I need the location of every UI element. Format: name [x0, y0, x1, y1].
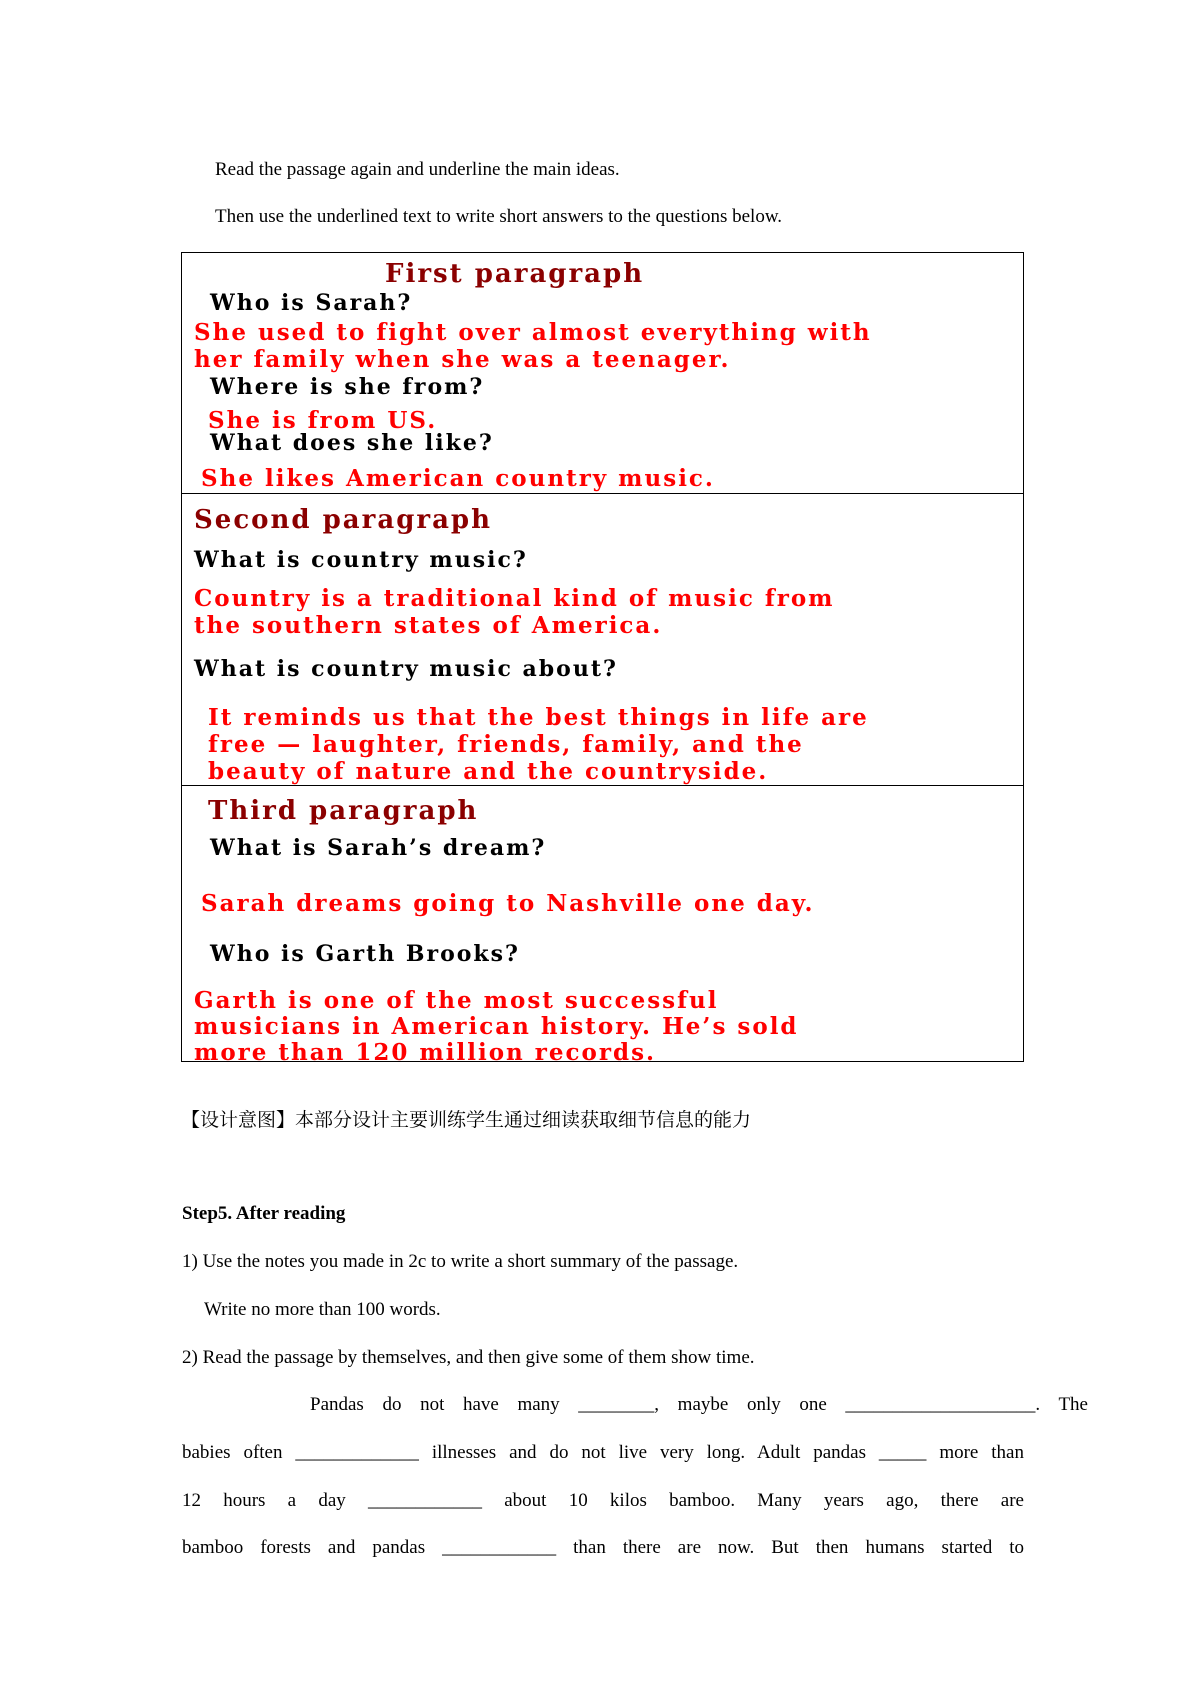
third-paragraph-heading: Third paragraph [208, 796, 479, 826]
second-paragraph-heading: Second paragraph [194, 505, 493, 535]
design-intent-note: 【设计意图】本部分设计主要训练学生通过细读获取细节信息的能力 [181, 1109, 752, 1131]
answer-country-music-about-line-3: beauty of nature and the countryside. [208, 758, 769, 785]
first-paragraph-heading: First paragraph [385, 259, 645, 289]
passage-line-2: babies often _____________ illnesses and do not live very long. Adult pandas _____ more than [182, 1442, 1024, 1463]
answer-country-music-line-2: the southern states of America. [194, 612, 663, 639]
question-who-is-sarah: Who is Sarah? [210, 290, 413, 316]
answer-what-does-she-like: She likes American country music. [201, 465, 715, 492]
question-who-is-garth-brooks: Who is Garth Brooks? [210, 941, 520, 967]
step5-item-2: 2) Read the passage by themselves, and then give some of them show time. [182, 1347, 755, 1368]
passage-line-4: bamboo forests and pandas ____________ than there are now. But then humans started to [182, 1537, 1024, 1558]
passage-line-1: Pandas do not have many ________, maybe only one ____________________. The [310, 1394, 1088, 1415]
question-what-does-she-like: What does she like? [210, 430, 494, 456]
step5-item-1-line-2: Write no more than 100 words. [204, 1299, 441, 1320]
passage-line-3: 12 hours a day ____________ about 10 kilos bamboo. Many years ago, there are [182, 1490, 1024, 1511]
question-country-music-about: What is country music about? [194, 656, 618, 682]
answer-garth-line-2: musicians in American history. He’s sold [194, 1013, 799, 1040]
answer-country-music-line-1: Country is a traditional kind of music from [194, 585, 835, 612]
questions-table [181, 252, 1024, 1066]
answer-country-music-about-line-2: free — laughter, friends, family, and the [208, 731, 804, 758]
answer-garth-line-1: Garth is one of the most successful [194, 987, 719, 1014]
answer-who-is-sarah-line-1: She used to fight over almost everything with [194, 319, 872, 346]
table-divider-2 [182, 785, 1023, 786]
question-what-is-country-music: What is country music? [194, 547, 528, 573]
answer-who-is-sarah-line-2: her family when she was a teenager. [194, 346, 731, 373]
answer-garth-line-3: more than 120 million records. [194, 1039, 657, 1066]
question-sarahs-dream: What is Sarah’s dream? [210, 835, 547, 861]
question-where-from: Where is she from? [210, 374, 485, 400]
step5-title: Step5. After reading [182, 1203, 346, 1224]
intro-line-2: Then use the underlined text to write short answers to the questions below. [215, 206, 783, 227]
answer-sarahs-dream: Sarah dreams going to Nashville one day. [201, 890, 815, 917]
answer-country-music-about-line-1: It reminds us that the best things in life are [208, 704, 869, 731]
table-divider-1 [182, 493, 1023, 494]
step5-item-1-line-1: 1) Use the notes you made in 2c to write a short summary of the passage. [182, 1251, 739, 1272]
intro-line-1: Read the passage again and underline the main ideas. [215, 159, 620, 180]
answer-where-from: She is from US. [208, 407, 438, 434]
